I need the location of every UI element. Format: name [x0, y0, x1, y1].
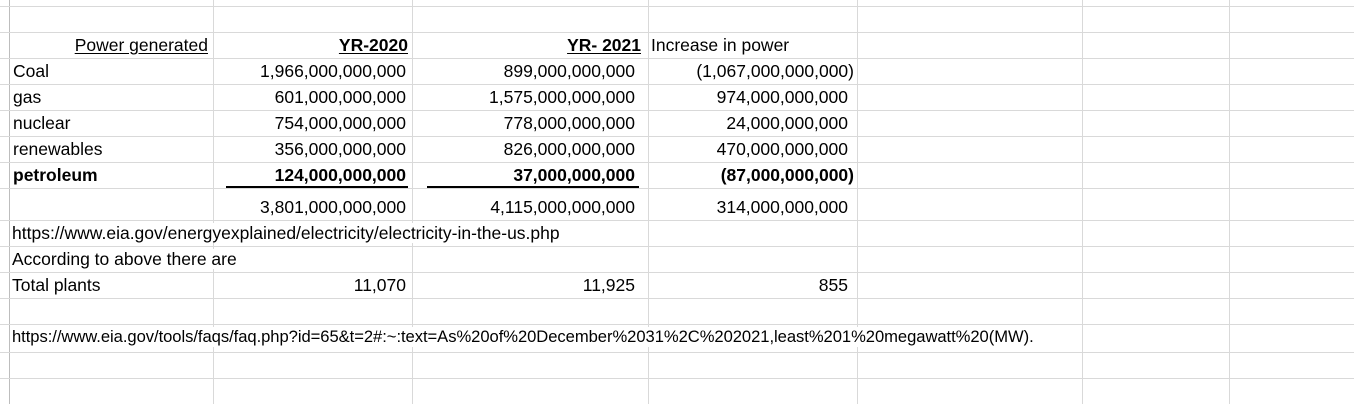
gas-increase[interactable]: 974,000,000,000 [716, 87, 848, 107]
gas-2021[interactable]: 1,575,000,000,000 [489, 87, 635, 107]
coal-2020[interactable]: 1,966,000,000,000 [260, 61, 406, 81]
gridline-v [1229, 0, 1230, 404]
gridline-h [0, 84, 1354, 85]
coal-2021[interactable]: 899,000,000,000 [503, 61, 635, 81]
gridline-h [0, 110, 1354, 111]
sum-rule-2020 [226, 186, 408, 188]
sum-rule-2021 [427, 186, 639, 188]
row-header-edge [9, 0, 10, 404]
gridline-h [0, 324, 1354, 325]
renewables-increase[interactable]: 470,000,000,000 [716, 139, 848, 159]
gridline-h [0, 378, 1354, 379]
row-label-nuclear[interactable]: nuclear [13, 113, 71, 133]
renewables-2021[interactable]: 826,000,000,000 [503, 139, 635, 159]
gridline-h [0, 272, 1354, 273]
total-2020[interactable]: 3,801,000,000,000 [260, 197, 406, 217]
gridline-h [0, 352, 1354, 353]
gridline-h [0, 32, 1354, 33]
gridline-h [0, 298, 1354, 299]
gridline-h [0, 162, 1354, 163]
gridline-v [1082, 0, 1083, 404]
nuclear-2021[interactable]: 778,000,000,000 [503, 113, 635, 133]
petroleum-2020[interactable]: 124,000,000,000 [274, 165, 406, 185]
header-yr2021[interactable]: YR- 2021 [567, 35, 641, 55]
plants-label[interactable]: Total plants [12, 275, 101, 295]
row-label-coal[interactable]: Coal [13, 61, 49, 81]
source-url-2[interactable]: https://www.eia.gov/tools/faqs/faq.php?id=65&t=2#:~:text=As%20of%20December%2031%2C%202021,least%201%20megawatt%20(MW). [12, 327, 1034, 346]
plants-2020[interactable]: 11,070 [353, 275, 406, 295]
note-text[interactable]: According to above there are [12, 249, 237, 269]
gridline-h [0, 6, 1354, 7]
row-label-gas[interactable]: gas [13, 87, 42, 107]
header-yr2020[interactable]: YR-2020 [338, 35, 408, 55]
header-increase[interactable]: Increase in power [651, 35, 790, 55]
gridline-h [0, 188, 1354, 189]
row-label-renewables[interactable]: renewables [13, 139, 103, 159]
row-label-petroleum[interactable]: petroleum [13, 165, 98, 185]
petroleum-2021[interactable]: 37,000,000,000 [513, 165, 635, 185]
nuclear-2020[interactable]: 754,000,000,000 [274, 113, 406, 133]
gas-2020[interactable]: 601,000,000,000 [274, 87, 406, 107]
gridline-h [0, 246, 1354, 247]
total-increase[interactable]: 314,000,000,000 [716, 197, 848, 217]
nuclear-increase[interactable]: 24,000,000,000 [726, 113, 848, 133]
petroleum-increase[interactable]: (87,000,000,000) [720, 165, 854, 185]
total-2021[interactable]: 4,115,000,000,000 [490, 197, 635, 217]
gridline-h [0, 220, 1354, 221]
source-url-1[interactable]: https://www.eia.gov/energyexplained/electricity/electricity-in-the-us.php [12, 223, 564, 243]
gridline-h [0, 58, 1354, 59]
coal-increase[interactable]: (1,067,000,000,000) [696, 61, 854, 81]
renewables-2020[interactable]: 356,000,000,000 [274, 139, 406, 159]
gridline-h [0, 136, 1354, 137]
plants-increase[interactable]: 855 [818, 275, 848, 295]
plants-2021[interactable]: 11,925 [582, 275, 635, 295]
header-label[interactable]: Power generated [74, 35, 208, 55]
